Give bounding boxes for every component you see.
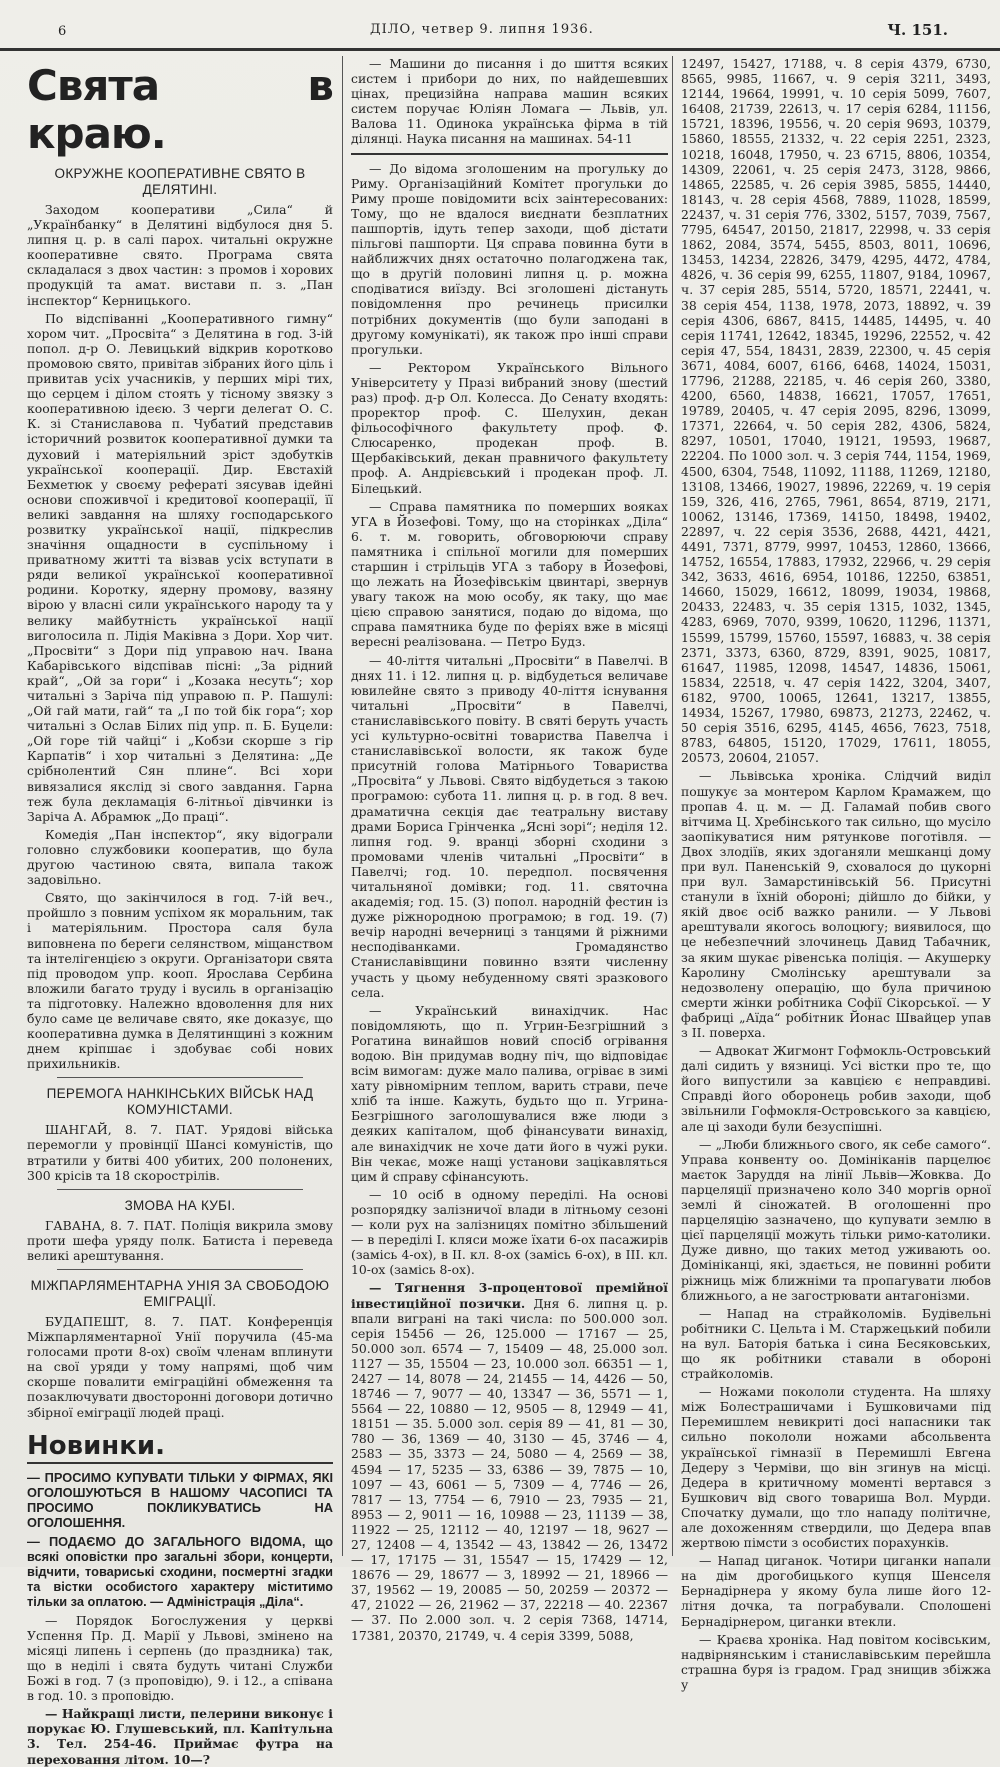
- paragraph: — Адвокат Жигмонт Гофмокль-Островський далі сидить у вязниці. Усі вістки про те, що його випустили за кавцією є неправдиві. Справді його оборонець робив заходи, щоб звільнили Гофмокля-Островського за кавцією, але ці заходи були безуспішні.: [681, 1043, 991, 1134]
- paragraph: — „Люби ближнього свого, як себе самого“. Управа конвенту оо. Домініканів парцелює маєток Заруддя на лінії Львів—Жовква. До парцеляції призначено коло 340 моргів орної землі й сіножатей. В оголошенні про парцеляцію зазначено, що купувати землю в цієї парцеляції можуть тільки римо-католики. Дуже дивно, що таких метод уживають оо. Домініканці, які, здається, не повинні робити ріжниць між ближніми та пропагувати любов ближнього, а не загострювати антагонізми.: [681, 1136, 991, 1303]
- paragraph: Заходом кооперативи „Сила“ й „Українбанку“ в Делятині відбулося дня 5. липня ц. р. в салі парох. читальні окружне кооперативне свято. Програма свята складалася з двох частин: з промов і хорових продукцій та амат. вистави п. з. „Пан інспектор“ Керницького.: [27, 202, 333, 308]
- paragraph: Комедія „Пан інспектор“, яку відограли головно службовики кооператив, що була другою частиною свята, випала також задовільно.: [27, 826, 333, 888]
- paragraph: — До відома зголошеним на прогульку до Риму. Організаційний Комітет прогульки до Риму проше повідомити всіх заінтересованих: Тому, що не вдалося виєднати безплатних пашпортів, ідуть тепер заходи, щоб дістати пільгові пашпорти. Ця справа повинна бути в найближчих днях остаточно полагоджена так, що в другій половині липня ц. р. можна сподіватися виїзду. Всі зголошені дістануть повідомлення про речинець присилки потрібних документів (що були заподані в другому комунікаті), як також про інші справи прогульки.: [351, 160, 668, 357]
- paragraph-lead: — Тягнення 3-процентової премійної інвестиційної позички.: [351, 1280, 668, 1311]
- paragraph: — 40-ліття читальні „Просвіти“ в Павелчі. В днях 11. і 12. липня ц. р. відбудеться величаве ювилейне свято з приводу 40-ліття існування читальні „Просвіти“ в Павелчі, станиславівського повіту. В святі беруть участь усі культурно-освітні товариства Павелча і станиславівської волости, як також буде присутній голова Матірнього Товариства „Просвіта“ у Львові. Свято відбудеться з такою програмою: субота 11. липня ц. р. в год. 8 веч. драматична секція дає театральну виставу драми Бориса Грінченка „Ясні зорі“; неділя 12. липня год. 9. вранці зборні сходини з промовами членів читальні „Просвіти“ в Павелчі; год. 10. передпол. посвячення читальняної домівки; год. 11. святочна академія; год. 15. (3) попол. народній фестин із дуже ріжнородною програмою; в год. 19. (7) вечір народні вечерниці з танцями й ріжними несподіванками. Громадянство Станиславівщини повинно взяти численну участь у цьому небуденному святі зразкового села.: [351, 652, 668, 1000]
- column-2: [342, 56, 668, 1643]
- article-title: ПЕРЕМОГА НАНКІНСЬКИХ ВІЙСЬК НАД КОМУНІСТАМИ.: [46, 1086, 314, 1118]
- column-1: [27, 56, 334, 1767]
- news-section-title: Новинки.: [27, 1430, 333, 1464]
- paragraph: Свято, що закінчилося в год. 7-ій веч., пройшло з повним успіхом як моральним, так і матеріяльним. Простора саля була виповнена по береги селянством, міщанством та інтелігенцією з округи. Організатори свята під проводом упр. кооп. Ярослава Сербина вложили багато труду і вусиль в організацію та підготовку. Належно вдоволення для них було саме це величаве свято, яке доказує, що кооперативна думка в Делятинщині з кожним днем кріпшає і здобуває собі нових прихильників.: [27, 890, 333, 1072]
- paragraph: — Ректором Українського Вільного Університету у Празі вибраний знову (шестий раз) проф. д-р Ол. Колесса. До Сенату входять: проректор проф. С. Шелухин, декан фільософічного факультету проф. Ф. Слюсаренко, продекан проф. В. Щербаківський, декан правничого факультету проф. А. Андрієвський і продекан проф. Л. Білецький.: [351, 359, 668, 496]
- paragraph: — 10 осіб в одному переділі. На основі розпорядку залізничої влади в літньому сезоні — коли рух на залізницях помітно збільшений — в переділі I. кляси може їхати 6-ох пасажирів (замісь 4-ох), в II. кл. 8-ох (замісь 6-ох), в III. кл. 10-ох (замісь 8-ох).: [351, 1186, 668, 1278]
- paragraph: — Справа памятника по померших вояках УГА в Йозефові. Тому, що на сторінках „Діла“ 6. т. м. говорить, обговорюючи справу памятника і спільної могили для померших старшин і стрільців УГА з табору в Йозефові, що лежать на Йозефівськім цвинтарі, звернув увагу також на мою особу, як таку, що має цією справою занятися, подаю до відома, що справа памятника буде по феріях вже в місяці вересні реалізована. — Петро Будз.: [351, 498, 668, 650]
- article-title: ОКРУЖНЕ КООПЕРАТИВНЕ СВЯТО В ДЕЛЯТИНІ.: [54, 166, 306, 197]
- paragraph-body: Дня 6. липня ц. р. впали виграні на такі числа: по 500.000 зол. серія 15456 — 26, 125.000 — 17167 — 25, 50.000 зол. 6574 — 7, 15409 — 48, 25.000 зол. 1127 — 35, 15504 — 23, 10.000 зол. 66351 — 1, 2427 — 14, 8078 — 24, 21455 — 14, 4426 — 50, 18746 — 7, 9077 — 40, 13347 — 36, 5571 — 1, 5564 — 22, 10880 — 12, 9505 — 8, 12949 — 41, 18151 — 35. 5.000 зол. серія 89 — 41, 81 — 30, 780 — 36, 1369 — 40, 3130 — 45, 3746 — 4, 2583 — 35, 3373 — 24, 5080 — 4, 2569 — 38, 4594 — 17, 5235 — 33, 6386 — 39, 7875 — 10, 1097 — 43, 6061 — 5, 7309 — 4, 7746 — 26, 7817 — 13, 7754 — 6, 7910 — 23, 7935 — 21, 8953 — 2, 9011 — 16, 10988 — 23, 11139 — 38, 11922 — 25, 12112 — 40, 12197 — 18, 9627 — 27, 12408 — 4, 13542 — 43, 13842 — 26, 13472 — 17, 17175 — 31, 15547 — 15, 17429 — 12, 18676 — 29, 18677 — 3, 18992 — 21, 18966 — 37, 19562 — 19, 20085 — 50, 20259 — 20372 — 47, 21022 — 26, 21962 — 37, 22218 — 40. 22367 — 37. По 2.000 зол. ч. 2 серія 7368, 14714, 17381, 20370, 21749, ч. 4 серія 3399, 5088,: [351, 1295, 668, 1643]
- article-title: МІЖПАРЛЯМЕНТАРНА УНІЯ ЗА СВОБОДОЮ ЕМІГРАЦІЇ.: [30, 1278, 330, 1309]
- newspaper-title: ДІЛО, четвер 9. липня 1936.: [370, 22, 594, 37]
- paragraph: ШАНГАЙ, 8. 7. ПАТ. Урядові війська перемогли у провінції Шансі комуністів, що втратили у битві 400 убитих, 200 полонених, 300 крісів та 18 скорострілів.: [27, 1122, 333, 1183]
- section-title: Свята в краю.: [27, 61, 333, 158]
- divider: [351, 153, 668, 155]
- divider: [57, 1189, 303, 1190]
- paragraph: — Ножами покололи студента. На шляху між Болестрашичами і Бушковичами під Перемишлем невикриті досі напасники так сильно покололи ножами абсольвента української гімназії в Перемишлі Евгена Дедеру з Черміви, що він згинув на місці. Дедера в критичному моменті вертався з Бушкович від свого товариша Вол. Мурди. Спочатку думали, що тло нападу політичне, але дохоженням ствердили, що Дедера впав жертвою пімсти з особистих порахунків.: [681, 1384, 991, 1551]
- divider: [57, 1077, 303, 1078]
- paragraph: ГАВАНА, 8. 7. ПАТ. Поліція викрила змову проти шефа уряду полк. Батиста і переведа великі арештування.: [27, 1217, 333, 1263]
- page-header: [0, 18, 1000, 51]
- paragraph: — Найкращі листи, пелерини виконує і порукає Ю. Глушевський, пл. Капітульна 3. Тел. 254-46. Приймає футра на переховання літом. 10—?: [27, 1706, 333, 1767]
- page-number: 6: [58, 24, 67, 39]
- paragraph: БУДАПЕШТ, 8. 7. ПАТ. Конференція Міжпарляментарної Унії поручила (45-ма голосами проти 8-ох) своїм членам вплинути на свої уряди у тому напрямі, щоб чим скорше повалити еміграційні обмеження та позаключувати двосторонні договори дотично збірної еміграції людей праці.: [27, 1314, 334, 1420]
- notice: — ПОДАЄМО ДО ЗАГАЛЬНОГО ВІДОМА, що всякі оповістки про загальні збори, концерти, відчити, товариські сходини, посмертні згадки та вістки особистого характеру міститимо тільки за оплатою. — Адміністрація „Діла“.: [27, 1533, 333, 1609]
- paragraph: [351, 1280, 668, 1642]
- paragraph: — Український винахідчик. Нас повідомляють, що п. Угрин-Безгрішний з Рогатина винайшов новий спосіб огрівання водою. Він придумав водну піч, що відповідає всім вимогам: дуже мало палива, огріває в зимі хату рівномірним теплом, варить страви, пече хліб та інше. Кажуть, будьто що п. Угрина-Безгрішного заголошувалися вже люди з деяких капіталом, щоб фінансувати винахід, але винахідчик не хоче дати його в чужі руки. Він чекає, може нащі установи зацікавляться цим й справу сфінансують.: [351, 1002, 668, 1184]
- paragraph: — Напад на страйколомів. Будівельні робітники С. Цельта і М. Старжецький побили на вул. Баторія батька і сина Бесяковських, що як робітники ставали в обороні страйколомів.: [681, 1305, 991, 1382]
- paragraph: — Машини до писання і до шиття всяких систем і прибори до них, по найдешевших цінах, прецизійна направа машин всяких систем поручає Юліян Ломага — Львів, ул. Валова 11. Одинока українська фірма в тій ділянці. Наука писання на машинах. 54-11: [351, 56, 668, 147]
- divider: [57, 1269, 303, 1270]
- paragraph: По відспіванні „Кооперативного гимну“ хором чит. „Просвіта“ з Делятина в год. 3-ій попол. д-р О. Левицький відкрив коротково промовою свято, привітав зібраних його ціль і привитав усіх учасників, у перших мірі тих, що серцем і ділом стоять у тісному звязку з кооперативною ідеєю. З черги делегат О. С. К. зі Станиславова п. Чубатий представив історичний розвиток кооперативної думки та духовий і матеріяльний зріст здобутків української кооперації. Дир. Евстахій Бехметюк у своєму рефераті зясував ідейні основи споживчої і кредитової кооперації, її великі завдання на шляху господарського розвитку української нації, підкреслив значіння ощадности в суспільному і приватному житті та візвав усіх вступати в ряди великої української кооперативної родини. Коротку, ядерну промову, вазяну вірою у власні сили українського народу та у велику майбутність української нації виголосила п. Лідія Маківна з Дори. Хор чит. „Просвіти“ з Дори під управою нач. Івана Кабарівського відспівав пісні: „За рідний край“, „Ой за гори“ і „Козака несуть“; хор читальні з Заріча під управою п. Р. Пашулі: „Ой гай мати, гай“ та „І по той бік гора“; хор читальні з Ослав Білих під упр. п. Б. Буцели: „Ой горе тій чайці“ і „Кобзи скорше з гір Карпатів“ і хор читальні з Делятина: „Де срібнолентий Сян плине“. Всі хори вивязалися якслід зі свого завдання. Гарна теж була декламація 6-літньої дівчинки із Заріча А. Абрамюк „До праці“.: [27, 310, 333, 824]
- column-3: [672, 56, 991, 1692]
- notice: — ПРОСИМО КУПУВАТИ ТІЛЬКИ У ФІРМАХ, ЯКІ ОГОЛОШУЮТЬСЯ В НАШОМУ ЧАСОПИСІ ТА ПРОСИМО ПОКЛИКУВАТИСЬ НА ОГОЛОШЕННЯ.: [27, 1469, 333, 1530]
- paragraph: — Напад циганок. Чотири циганки напали на дім дрогобицького купця Шенселя Бернадірнера у якому була лише його 12-літня дочка, та пограбували. Сполошені Бернадірнером, циганки втекли.: [681, 1553, 991, 1629]
- paragraph: — Львівська хроніка. Слідчий виділ пошукує за монтером Карлом Крамажем, що пропав 4. ц. м. — Д. Галамай побив свого вітчима Ц. Хребінського так сильно, що мусіло заопікуватися ним рятункове поготівля. — Двох злодіїв, яких здоганяли мешканці дому при вул. Паненській 9, сховалося до цукорні при вул. Замарстинівській 56. Присутні станули в їхній обороні; дійшло до бійки, у якій двоє осіб важко ранили. — У Львові арештували якогось волоцюгу; виявилося, що це небезпечний злочинець Давид Табачник, за яким шукає рівенська поліція. — Акушерку Каролину Смолінську арештували за недозволену операцію, що була причиною смерти жінки робітника Софії Сікорської. — У фабриці „Аїда“ робітник Йонас Швайцер упав з ІІ. поверха.: [681, 768, 991, 1040]
- paragraph: — Краєва хроніка. Над повітом косівським, надвірнянським і станиславівським перейшла страшна буря із градом. Град знищив збіжжа у: [681, 1631, 991, 1692]
- lottery-numbers: 12497, 15427, 17188, ч. 8 серія 4379, 6730, 8565, 9985, 11667, ч. 9 серія 3211, 3493, 12144, 19664, 19991, ч. 10 серія 5099, 7607, 16408, 21739, 22613, ч. 17 серія 6284, 11156, 15721, 18396, 19556, ч. 20 серія 9693, 10379, 15860, 18555, 21332, ч. 22 серія 2251, 2323, 10218, 16048, 17950, ч. 23 6715, 8806, 10354, 14309, 22061, ч. 25 серія 2473, 3128, 9866, 14865, 22585, ч. 26 серія 3985, 5855, 14440, 18143, ч. 28 серія 4568, 7889, 11028, 18599, 22437, ч. 31 серія 776, 3302, 5157, 7039, 7567, 7795, 64547, 20150, 21817, 22998, ч. 33 серія 1862, 2084, 3574, 5455, 8503, 8011, 10696, 13453, 14234, 22826, 3479, 4295, 4472, 4784, 4826, ч. 36 серія 99, 6255, 11807, 9184, 10967, ч. 37 серія 285, 5514, 5720, 18571, 22441, ч. 38 серія 454, 1138, 1978, 2073, 18892, ч. 39 серія 4306, 6867, 8415, 14485, 14495, ч. 40 серія 11741, 12642, 18345, 19296, 22552, ч. 42 серія 47, 554, 18431, 2839, 22300, ч. 45 серія 3671, 4084, 6007, 6166, 6468, 14024, 15031, 17796, 21288, 22185, ч. 46 серія 260, 3380, 4200, 6560, 14838, 16621, 17057, 17651, 19789, 20405, ч. 47 серія 2095, 8296, 13099, 17371, 22664, ч. 50 серія 282, 4306, 5824, 8297, 10501, 17040, 19121, 19593, 19687, 22204. По 1000 зол. ч. 3 серія 744, 1154, 1969, 4500, 6304, 7548, 11092, 11188, 11269, 12180, 13108, 13466, 19027, 19896, 22269, ч. 19 серія 159, 326, 416, 2765, 7961, 8654, 8719, 2171, 10062, 13146, 17369, 14150, 18498, 19402, 22897, ч. 22 серія 3536, 2688, 4421, 4421, 4491, 7371, 8779, 9997, 10453, 12860, 13666, 14752, 16554, 17883, 17932, 22966, ч. 29 серія 342, 3633, 4616, 6954, 10186, 12250, 63851, 14660, 15029, 16612, 18099, 19034, 19868, 20433, 22483, ч. 35 серія 1315, 1032, 1345, 4283, 6969, 7070, 9399, 10620, 11296, 11371, 15599, 15799, 15760, 15597, 16883, ч. 38 серія 2371, 3373, 6360, 8729, 8391, 9025, 10817, 61647, 11985, 12098, 14547, 14836, 15061, 15834, 22518, ч. 47 серія 1422, 3204, 3407, 6182, 9700, 10065, 12641, 13217, 13855, 14934, 15267, 17980, 69873, 21273, 22462, ч. 50 серія 3516, 6295, 4145, 4656, 7623, 7518, 8783, 64805, 15120, 17029, 17611, 18055, 20573, 20604, 21057.: [681, 56, 991, 766]
- issue-number: Ч. 151.: [887, 21, 948, 39]
- paragraph: — Порядок Богослужения у церкві Успення Пр. Д. Марії у Львові, змінено на місяці липень і серпень (до праздника) так, що в неділі і свята будуть читані Служби Божі в год. 7 (з проповідю), 9. і 12., а співана в год. 10. з проповідю.: [27, 1612, 333, 1704]
- article-title: ЗМОВА НА КУБІ.: [124, 1197, 236, 1213]
